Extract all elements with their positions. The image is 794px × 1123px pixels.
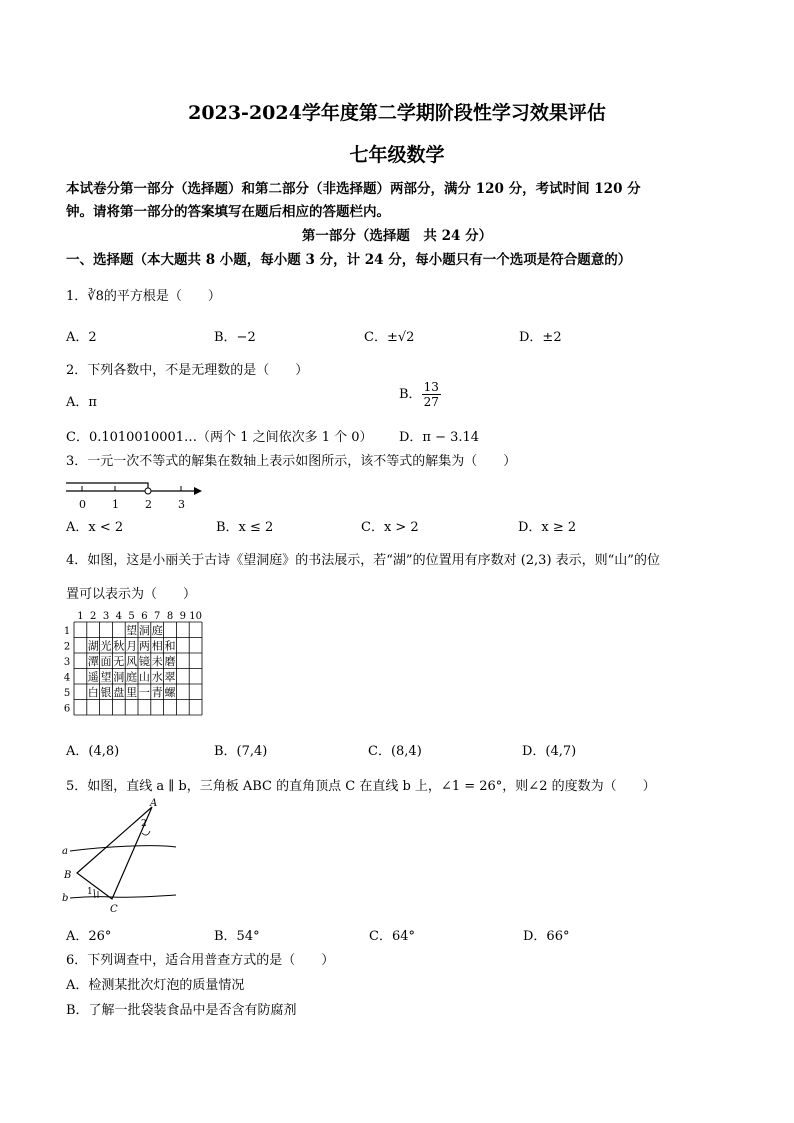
grid-col-number: 8 [166,611,174,622]
grid-row-number: 3 [63,656,71,668]
label-angle-2: 2 [141,819,147,829]
question-4-stem-line-1: 4．如图，这是小丽关于古诗《望洞庭》的书法展示，若“湖”的位置用有序数对 (2,3) 表示，则“山”的位 [66,553,660,568]
q1-option-c[interactable]: C．±√2 [364,330,415,345]
grid-character: 面 [100,654,112,668]
q6-option-b[interactable]: B．了解一批袋装食品中是否含有防腐剂 [66,1003,297,1018]
grid-character: 未 [151,654,163,668]
question-6-stem: 6．下列调查中，适合用普查方式的是（ ） [66,953,335,968]
grid-character: 月 [126,639,138,653]
question-3-stem: 3．一元一次不等式的解集在数轴上表示如图所示，该不等式的解集为（ ） [66,454,517,469]
grid-character: 洞 [138,623,150,637]
q4-option-b[interactable]: B．(7,4) [214,744,268,759]
grid-character: 洞 [113,670,125,684]
grid-character: 银 [100,685,112,699]
grid-character: 青 [151,685,163,699]
grid-col-number: 3 [102,611,110,622]
grid-character: 磨 [164,654,176,668]
q5-option-b[interactable]: B．54° [214,929,260,944]
grid-character: 相 [151,639,163,653]
grid-col-number: 7 [154,611,161,622]
label-line-b: b [62,893,69,904]
axis-label-2: 2 [145,498,152,511]
question-2-stem: 2．下列各数中，不是无理数的是（ ） [66,363,309,378]
q5-option-c[interactable]: C．64° [369,929,415,944]
grid-character: 望 [100,670,112,684]
label-point-a: A [150,798,158,809]
grid-character: 无 [113,654,125,668]
grid-col-number: 5 [128,611,135,622]
grid-character: 湖 [87,639,99,653]
grid-character: 两 [138,639,150,653]
triangle-figure [62,798,182,916]
q3-option-b[interactable]: B．x ≤ 2 [216,520,274,535]
q3-option-d[interactable]: D．x ≥ 2 [518,520,577,535]
q2-option-a[interactable]: A．π [66,395,97,410]
grid-character: 翠 [164,670,176,684]
section-heading: 一、选择题（本大题共 8 小题，每小题 3 分，计 24 分，每小题只有一个选项是符合题意的） [66,252,632,268]
q4-option-d[interactable]: D．(4,7) [522,744,577,759]
number-line-figure [62,474,212,514]
grid-character: 一 [138,685,150,699]
question-5-stem: 5．如图，直线 a ∥ b，三角板 ABC 的直角顶点 C 在直线 b 上，∠1 = 26°，则∠2 的度数为（ ） [66,779,656,794]
q5-option-a[interactable]: A．26° [66,929,112,944]
label-line-a: a [62,846,68,857]
grid-character: 潭 [87,654,99,668]
grid-character: 望 [126,623,138,637]
grid-col-number: 2 [90,611,97,622]
q4-option-c[interactable]: C．(8,4) [368,744,422,759]
label-angle-1: 1 [87,887,93,897]
label-point-b: B [64,870,72,881]
grid-character: 白 [87,685,99,699]
grid-character: 庭 [151,623,163,637]
grid-col-number: 1 [77,611,84,622]
intro-line-2: 钟。请将第一部分的答案填写在题后相应的答题栏内。 [66,204,390,220]
grid-character: 风 [126,654,138,668]
grid-col-number: 6 [141,611,148,622]
grid-character: 里 [126,685,138,699]
question-1-stem: 1．∛8的平方根是（ ） [66,289,221,304]
q1-option-a[interactable]: A．2 [66,330,97,345]
grid-character: 庭 [126,670,138,684]
axis-label-1: 1 [112,498,119,511]
q3-option-c[interactable]: C．x > 2 [361,520,419,535]
q3-option-a[interactable]: A．x < 2 [66,520,124,535]
fraction: $\frac{13}{27}$ [423,380,439,409]
grid-row-number: 4 [63,672,71,684]
q2-option-d[interactable]: D．π − 3.14 [399,430,480,445]
intro-line-1: 本试卷分第一部分（选择题）和第二部分（非选择题）两部分，满分 120 分，考试时间 120 分 [66,181,641,197]
grid-character: 光 [100,639,112,653]
grid-character: 遥 [87,670,99,684]
grid-character: 镜 [138,654,150,668]
grid-row-number: 5 [63,687,71,699]
grid-col-number: 10 [189,611,202,622]
grid-character: 秋 [113,639,125,653]
q2-option-c[interactable]: C．0.1010010001…（两个 1 之间依次多 1 个 0） [66,430,373,445]
grid-row-number: 1 [63,625,71,637]
grid-col-number: 9 [179,611,186,622]
cube-root-expression: ∛8 [87,289,104,304]
grid-character: 和 [164,639,176,653]
label-point-c: C [110,904,118,915]
exam-subtitle: 七年级数学 [349,144,445,166]
grid-row-number: 2 [63,641,71,653]
grid-character: 水 [151,670,163,684]
grid-character: 盘 [113,685,125,699]
question-4-stem-line-2: 置可以表示为（ ） [66,587,197,602]
q6-option-a[interactable]: A．检测某批次灯泡的质量情况 [66,978,245,993]
axis-label-3: 3 [178,498,185,511]
q5-option-d[interactable]: D．66° [523,929,570,944]
grid-col-number: 4 [115,611,122,622]
q1-option-d[interactable]: D．±2 [519,330,562,345]
q2-option-b[interactable]: B． $\frac{13}{27}$ [399,380,439,409]
q4-option-a[interactable]: A．(4,8) [66,744,120,759]
poem-grid-figure [62,608,207,720]
q1-option-b[interactable]: B．−2 [214,330,256,345]
grid-character: 螺 [164,685,176,699]
grid-row-number: 6 [63,703,71,715]
part1-heading: 第一部分（选择题 共 24 分） [301,228,493,244]
exam-title: 2023-2024学年度第二学期阶段性学习效果评估 [188,102,606,124]
grid-character: 山 [138,670,150,684]
axis-label-0: 0 [79,498,86,511]
